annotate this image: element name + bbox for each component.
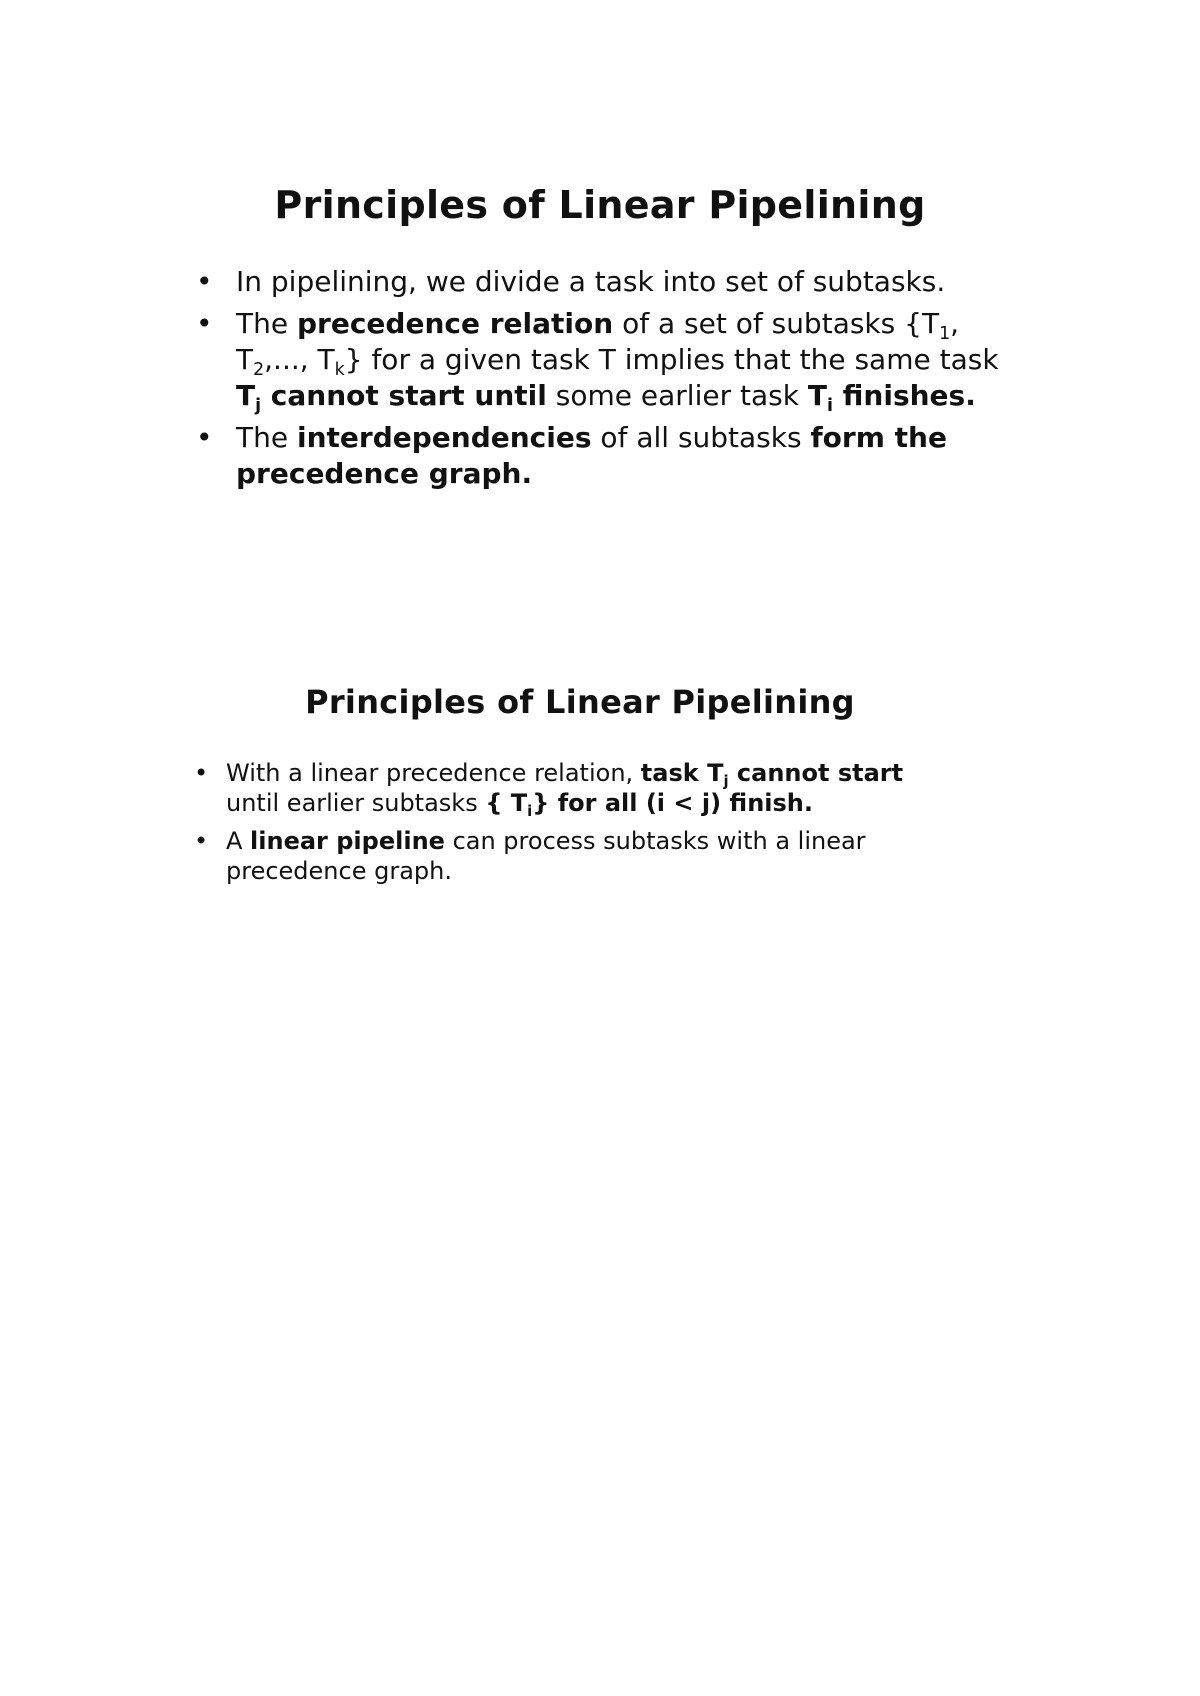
bold-run: T — [807, 379, 827, 412]
bullet-dot-icon: • — [196, 265, 213, 298]
text-run: The — [236, 421, 297, 454]
bold-run: cannot start until — [261, 379, 547, 412]
text-run: until earlier subtasks — [226, 789, 486, 817]
subscript: k — [334, 360, 345, 381]
text-run: With a linear precedence relation, — [226, 759, 641, 787]
bold-run: task T — [640, 759, 724, 787]
subscript: 1 — [939, 324, 951, 345]
subscript: i — [826, 396, 833, 417]
text-run: ,..., T — [264, 343, 335, 376]
bold-run: T — [236, 379, 256, 412]
bold-run: precedence relation — [296, 307, 614, 340]
slide-2 — [0, 680, 1200, 885]
text-run: of all subtasks — [591, 421, 811, 454]
slide-1-bullet-2 — [196, 306, 1016, 417]
text-run: A — [226, 827, 251, 855]
subscript: j — [723, 772, 729, 791]
slide-2-bullet-1 — [194, 758, 954, 821]
subscript: j — [255, 396, 262, 417]
slide-1-title: Principles of Linear Pipelining — [274, 183, 926, 227]
bullet-dot-icon: • — [196, 421, 213, 454]
bold-run: finishes. — [832, 379, 976, 412]
subscript: 2 — [253, 360, 265, 381]
slide-1-bullet-list — [196, 264, 1016, 498]
bullet-dot-icon: • — [194, 759, 209, 787]
slide-1 — [0, 180, 1200, 490]
bullet-dot-icon: • — [194, 827, 209, 855]
bold-run: { T — [485, 789, 528, 817]
bold-run: interdependencies — [296, 421, 592, 454]
bullet-text — [226, 827, 866, 885]
slide-1-bullet-3 — [196, 420, 1016, 492]
bullet-text — [236, 307, 999, 417]
bold-run: } for all (i < j) finish. — [532, 789, 813, 817]
slide-2-bullet-2 — [194, 826, 954, 886]
slide-2-bullet-list — [194, 758, 954, 894]
bold-run: cannot start — [728, 759, 904, 787]
text-run: The — [236, 307, 297, 340]
slide-1-bullet-1 — [196, 264, 1016, 300]
bold-run: form the precedence graph. — [236, 421, 947, 490]
bullet-dot-icon: • — [196, 307, 213, 340]
bold-run: linear pipeline — [250, 827, 445, 855]
text-run: can process subtasks with a linear precedence graph. — [226, 827, 866, 885]
text-run: } for a given task T implies that the same task — [344, 343, 999, 376]
text-run: some earlier task — [546, 379, 808, 412]
text-run: of a set of subtasks {T — [613, 307, 940, 340]
bullet-text: In pipelining, we divide a task into set of subtasks. — [236, 265, 946, 298]
slide-2-title: Principles of Linear Pipelining — [305, 683, 855, 721]
bullet-text — [226, 759, 904, 821]
bullet-text — [236, 421, 947, 490]
subscript: i — [527, 802, 533, 821]
text-run: , T — [236, 307, 960, 376]
